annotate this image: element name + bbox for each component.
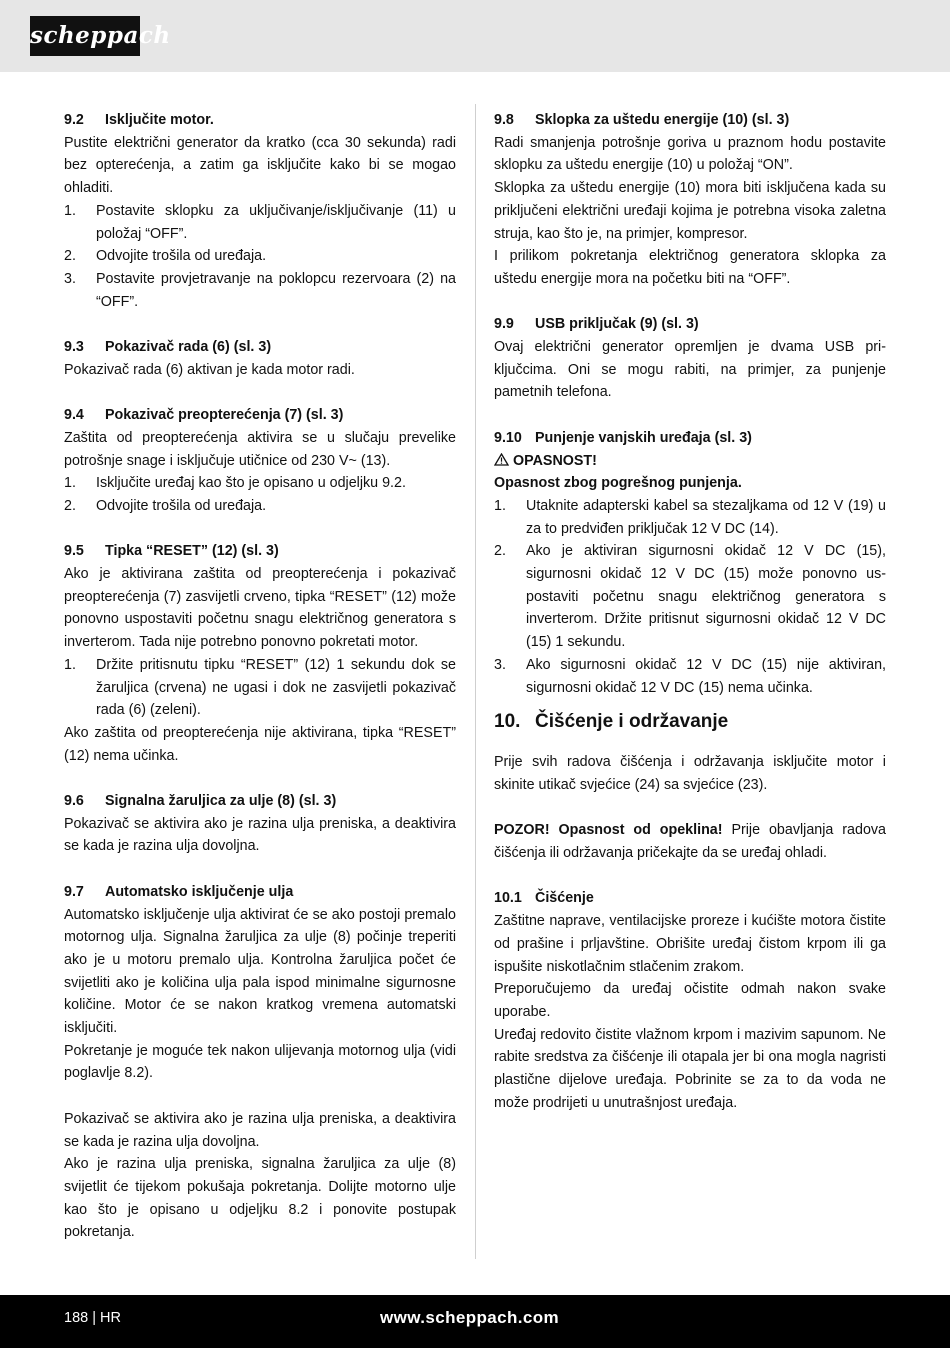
chapter-heading-10: 10. Čišćenje i održavanje bbox=[494, 711, 729, 733]
page-header bbox=[0, 0, 950, 72]
website-link[interactable]: www.scheppach.com bbox=[380, 1308, 560, 1327]
paragraph: Zaštita od preopterećenja aktivira se u slučaju prevelike potrošnje snage i isključuje utičnice od 230 V~ (13). bbox=[64, 429, 456, 469]
section-heading-9-2: 9.2 Isključite motor. bbox=[64, 112, 214, 128]
list-item: 1. Isključite uređaj kao što je opisano u odjeljku 9.2. bbox=[64, 475, 406, 492]
paragraph: Preporučujemo da uređaj očistite odmah nakon svake uporabe. bbox=[494, 981, 886, 1020]
section-heading-9-3: 9.3 Pokazivač rada (6) (sl. 3) bbox=[64, 339, 272, 356]
warning-line: OPASNOST! bbox=[494, 450, 886, 473]
section-heading-9-10: 9.10 Punjenje vanjskih uređaja (sl. 3) bbox=[494, 429, 752, 446]
paragraph: Pokretanje je moguće tek nakon ulijevanja motornog ulja (vidi poglavlje 8.2). bbox=[64, 1042, 456, 1082]
section-heading-9-5: 9.5 Tipka “RESET” (12) (sl. 3) bbox=[64, 543, 279, 560]
section-heading-9-6: 9.6 Signalna žaruljica za ulje (8) (sl. 3) bbox=[64, 793, 337, 810]
warning-triangle-icon bbox=[494, 453, 513, 469]
section-heading-9-9: 9.9 USB priključak (9) (sl. 3) bbox=[494, 316, 699, 333]
section-heading-9-4: 9.4 Pokazivač preopterećenja (7) (sl. 3) bbox=[64, 407, 344, 424]
section-heading-9-7: 9.7 Automatsko isključenje ulja bbox=[64, 883, 294, 900]
paragraph: Ako zaštita od preopterećenja nije aktivirana, tipka “RESET” (12) nema učinka. bbox=[64, 724, 456, 764]
paragraph: Sklopka za uštedu energije (10) mora biti isključena kada su priključeni električni uređaji kojima je potrebna visoka zaletna struja, kao što je, na primjer, kompresor. bbox=[494, 180, 886, 242]
list-item: 2. Ako je aktiviran sigurnosni okidač 12 V DC (15), sigurnosni okidač 12 V DC (15) može ponovno uspostaviti početnu snagu električnog generatora s inverterom. Držite pritisnut sigurnosni okidač 12 V DC (15) 1 sekundu. bbox=[494, 543, 886, 651]
right-column bbox=[494, 109, 886, 1114]
caution-paragraph: POZOR! Opasnost od opeklina! Prije obavljanja radova čišćenja ili održavanja pričekajte da se uređaj ohladi. bbox=[494, 822, 886, 862]
paragraph: Uređaj redovito čistite vlažnom krpom i mazivim sapunom. Ne rabite sredstva za čišćenje ili otapala jer bi ona mogla nagristi plastične dijelove uređaja. Pobrinite se za to da voda ne može prodrijeti u unutrašnjost uređaja. bbox=[494, 1026, 886, 1111]
paragraph: I prilikom pokretanja električnog generatora sklopka za uštedu energije mora na početku biti na “OFF”. bbox=[494, 248, 886, 287]
paragraph: Ako je aktivirana zaštita od preopterećenja i pokazivač preopterećenja (7) zasvijetli crveno, tipka “RESET” (12) može ponovno uspostaviti početnu snagu električnog generatora s inverterom. Tada nije potrebno ponovno pokretati motor. bbox=[64, 566, 456, 651]
page-number: 188 | HR bbox=[64, 1310, 121, 1326]
paragraph: Pokazivač rada (6) aktivan je kada motor radi. bbox=[64, 361, 355, 378]
column-divider bbox=[475, 104, 476, 1259]
scheppach-logo: scheppach bbox=[30, 16, 140, 56]
paragraph: Ovaj električni generator opremljen je dvama USB priključcima. Oni se mogu rabiti, na primjer, za punjenje pametnih telefona. bbox=[494, 339, 886, 401]
page-footer bbox=[0, 1295, 950, 1348]
paragraph: Automatsko isključenje ulja aktivirat će se ako postoji premalo motornog ulja. Signalna žaruljica za ulje (8) počinje treperiti ako je u motoru premalo ulja. Kontrolna žaruljica počet će svijetliti ako je količina ulja pala ispod minimalne sigurnosne količine. Motor će se nakon kratkog vremena automatski isključiti. bbox=[64, 906, 456, 1037]
paragraph: Ako je razina ulja preniska, signalna žaruljica za ulje (8) svijetlit će tijekom pokušaja pokretanja. Dolijte motorno ulje kao što je opisano u odjeljku 8.2 i ponovite postupak pokretanja. bbox=[64, 1156, 456, 1241]
left-column bbox=[64, 109, 456, 1244]
section-heading-9-8: 9.8 Sklopka za uštedu energije (10) (sl. 3) bbox=[494, 112, 790, 128]
list-item: 3. Postavite provjetravanje na poklopcu rezervoara (2) na “OFF”. bbox=[64, 270, 456, 310]
paragraph: Radi smanjenja potrošnje goriva u praznom hodu postavite sklopku za uštedu energije (10) u položaj “ON”. bbox=[494, 134, 886, 174]
paragraph: Pokazivač se aktivira ako je razina ulja preniska, a deaktivira se kada je razina ulja dovoljna. bbox=[64, 1110, 456, 1150]
paragraph: Pustite električni generator da kratko (cca 30 sekunda) radi bez opterećenja, a zatim ga isključite kako bi se mogao ohladiti. bbox=[64, 134, 456, 197]
paragraph: Prije svih radova čišćenja i održavanja isključite motor i skinite utikač svjećice (24) sa svjećice (23). bbox=[494, 754, 886, 793]
list-item: 2. Odvojite trošila od uređaja. bbox=[64, 497, 267, 514]
list-item: 1. Držite pritisnutu tipku “RESET” (12) 1 sekundu dok se žaruljica (crvena) ne ugasi i dok ne zasvijetli pokazivač rada (6) (zeleni). bbox=[64, 656, 456, 719]
warning-subtitle: Opasnost zbog pogrešnog punjenja. bbox=[494, 475, 742, 492]
paragraph: Zaštitne naprave, ventilacijske proreze i kućište motora čistite od prašine i prljavštine. Obrišite uređaj čistom krpom ili ga ispušite niskotlačnim stlačenim zrakom. bbox=[494, 913, 886, 975]
section-heading-10-1: 10.1 Čišćenje bbox=[494, 890, 594, 907]
paragraph: Pokazivač se aktivira ako je razina ulja preniska, a deaktivira se kada je razina ulja dovoljna. bbox=[64, 815, 456, 855]
list-item: 1. Postavite sklopku za uključivanje/isključivanje (11) u položaj “OFF”. bbox=[64, 202, 456, 242]
list-item: 3. Ako sigurnosni okidač 12 V DC (15) nije aktiviran, sigurnosni okidač 12 V DC (15) nema učinka. bbox=[494, 656, 886, 696]
list-item: 2. Odvojite trošila od uređaja. bbox=[64, 248, 267, 265]
list-item: 1. Utaknite adapterski kabel sa stezaljkama od 12 V (19) u za to predviđen priključak 12 V DC (14). bbox=[494, 497, 886, 537]
